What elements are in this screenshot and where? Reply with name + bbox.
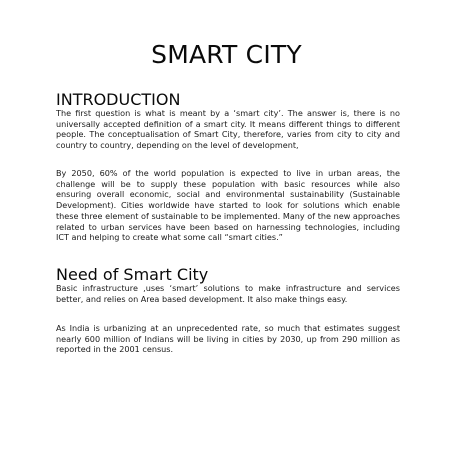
- section-heading-introduction: INTRODUCTION: [56, 90, 181, 109]
- page-title: SMART CITY: [151, 40, 302, 69]
- intro-paragraph-2: By 2050, 60% of the world population is expected to live in urban areas, the challenge will be to supply these population with basic resources while also ensuring overall economic, social and environmental sustainability (Sustainable Development). Cities worldwide have started to look for solutions which enable these three element of sustainable to be implemented. Many of the new approaches related to urban services have been based on harnessing technologies, including ICT and helping to create what some call “smart cities.”: [56, 168, 400, 243]
- need-paragraph-2: As India is urbanizing at an unprecedented rate, so much that estimates suggest nearly 600 million of Indians will be living in cities by 2030, up from 290 million as reported in the 2001 census.: [56, 323, 400, 355]
- section-heading-need-of-smart-city: Need of Smart City: [56, 265, 209, 284]
- intro-paragraph-1: The first question is what is meant by a ‘smart city’. The answer is, there is no universally accepted definition of a smart city. It means different things to different people. The conceptualisation of Smart City, therefore, varies from city to city and country to country, depending on the level of development,: [56, 108, 400, 151]
- need-paragraph-1: Basic infrastructure ,uses ‘smart’ solutions to make infrastructure and services better, and relies on Area based development. It also make things easy.: [56, 283, 400, 304]
